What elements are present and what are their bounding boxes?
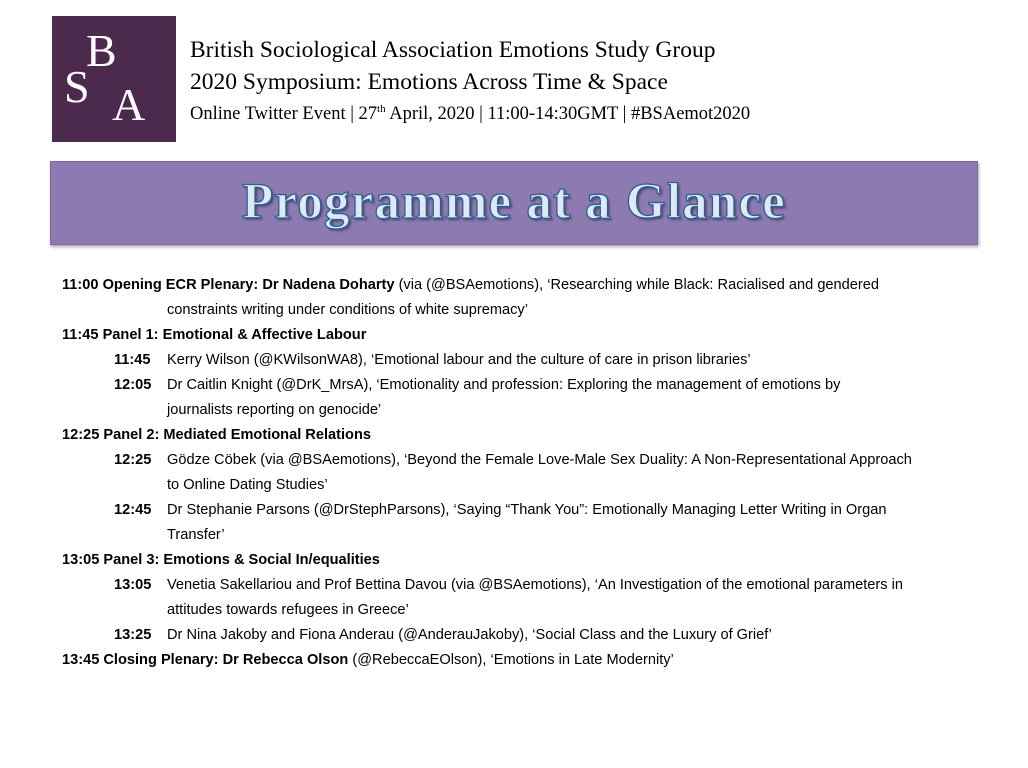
opening-rest: (via (@BSAemotions), ‘Researching while Black: Racialised and gendered — [394, 277, 879, 293]
item-time: 12:05 — [114, 377, 152, 393]
item-time: 12:45 — [114, 502, 152, 518]
closing-plenary — [62, 648, 992, 673]
panel3-item-1-cont: attitudes towards refugees in Greece’ — [167, 602, 409, 618]
item-text: Venetia Sakellariou and Prof Bettina Davou (via @BSAemotions), ‘An Investigation of the emotional parameters in — [167, 577, 903, 593]
event-details-sup: th — [377, 103, 386, 115]
header-organisation: British Sociological Association Emotions Study Group — [190, 37, 716, 63]
item-text: Kerry Wilson (@KWilsonWA8), ‘Emotional labour and the culture of care in prison libraries’ — [167, 352, 751, 368]
logo-letter-a: A — [112, 79, 146, 130]
opening-plenary — [62, 273, 992, 298]
opening-cont: constraints writing under conditions of white supremacy’ — [167, 302, 528, 318]
panel1-item-2 — [62, 373, 992, 398]
item-text: Gödze Cöbek (via @BSAemotions), ‘Beyond the Female Love-Male Sex Duality: A Non-Representational Approach — [167, 452, 912, 468]
banner-title: Programme at a Glance — [241, 174, 786, 230]
item-text: Dr Caitlin Knight (@DrK_MrsA), ‘Emotionality and profession: Exploring the management of emotions by — [167, 377, 841, 393]
panel2-item-1 — [62, 448, 992, 473]
panel1-item-2-cont: journalists reporting on genocide’ — [167, 402, 382, 418]
logo-letter-s: S — [64, 61, 90, 112]
panel1-item-1 — [62, 348, 992, 373]
bsa-logo — [52, 16, 176, 142]
opening-bold: 11:00 Opening ECR Plenary: Dr Nadena Doharty — [62, 277, 395, 293]
programme-banner — [50, 161, 978, 245]
panel2-item-2-cont: Transfer’ — [167, 527, 225, 543]
panel3-item-1 — [62, 573, 992, 598]
event-header — [190, 34, 750, 130]
item-time: 12:25 — [114, 452, 152, 468]
item-text: Dr Stephanie Parsons (@DrStephParsons), ‘Saying “Thank You”: Emotionally Managing Letter Writing in Organ — [167, 502, 887, 518]
item-text: Dr Nina Jakoby and Fiona Anderau (@AnderauJakoby), ‘Social Class and the Luxury of Grief’ — [167, 627, 772, 643]
event-details-part2: April, 2020 | 11:00-14:30GMT | #BSAemot2020 — [385, 104, 751, 124]
header-symposium: 2020 Symposium: Emotions Across Time & Space — [190, 69, 668, 95]
programme-list — [62, 273, 992, 673]
item-time: 11:45 — [114, 352, 151, 368]
closing-bold: 13:45 Closing Plenary: Dr Rebecca Olson — [62, 652, 349, 668]
logo-letter-b: B — [86, 25, 117, 76]
item-time: 13:05 — [114, 577, 152, 593]
panel2-heading: 12:25 Panel 2: Mediated Emotional Relations — [62, 427, 371, 443]
item-time: 13:25 — [114, 627, 152, 643]
panel1-heading: 11:45 Panel 1: Emotional & Affective Labour — [62, 327, 367, 343]
panel2-item-2 — [62, 498, 992, 523]
event-details-part1: Online Twitter Event | 27 — [190, 104, 378, 124]
panel3-heading: 13:05 Panel 3: Emotions & Social In/equalities — [62, 552, 380, 568]
closing-rest: (@RebeccaEOlson), ‘Emotions in Late Modernity’ — [348, 652, 674, 668]
header-event-details — [190, 98, 750, 130]
panel3-item-2 — [62, 623, 992, 648]
panel2-item-1-cont: to Online Dating Studies’ — [167, 477, 328, 493]
